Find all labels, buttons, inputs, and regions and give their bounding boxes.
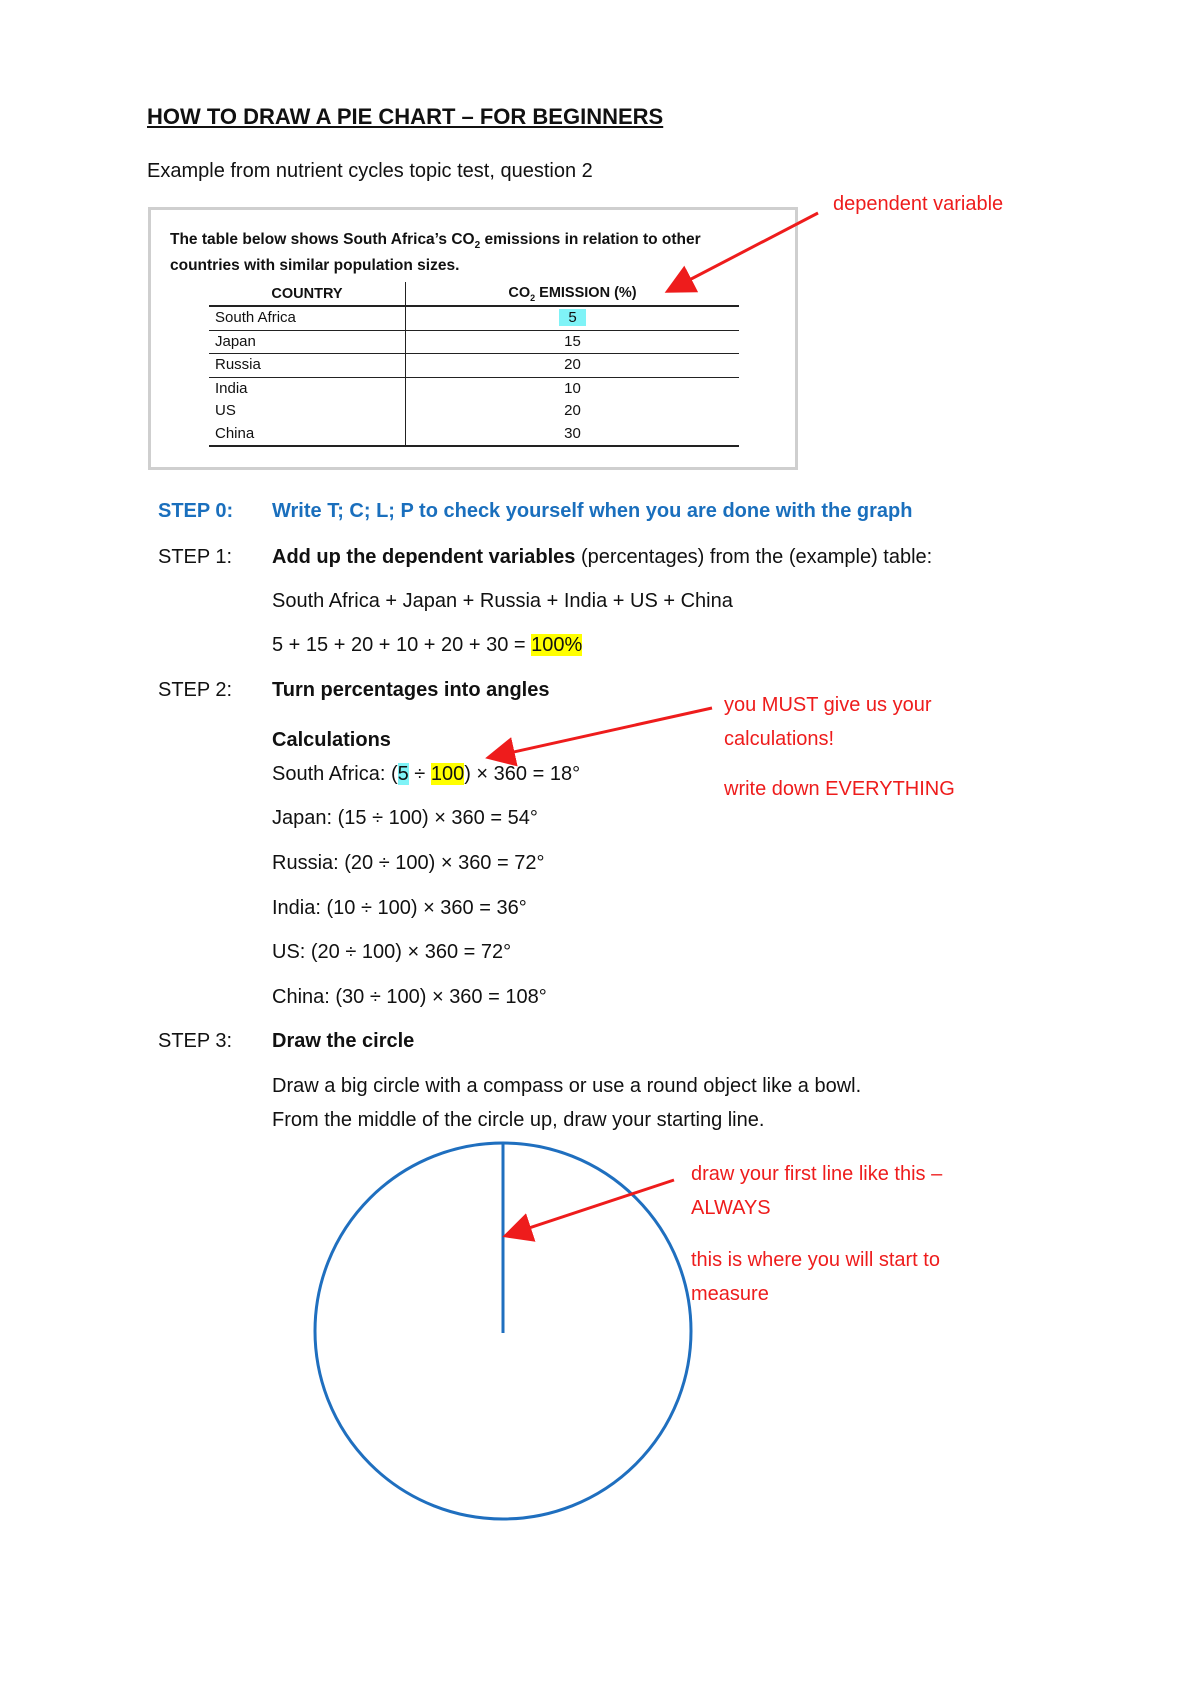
annotation-must-line2: calculations! [724, 728, 835, 750]
step3-line2: From the middle of the circle up, draw your starting line. [272, 1109, 765, 1131]
caption-text-cont: emissions in relation to other [480, 231, 701, 248]
cell-country: China [209, 423, 406, 447]
step1-bold: Add up the dependent variables [272, 546, 576, 568]
step1-total: 100% [531, 634, 583, 656]
annotation-write-everything: write down EVERYTHING [724, 778, 955, 800]
cell-value: 15 [406, 330, 740, 354]
header-emission: $CO_2$ EMISSION (%) [406, 282, 740, 306]
page-title: HOW TO DRAW A PIE CHART – FOR BEGINNERS [147, 104, 664, 129]
highlighted-value: 5 [559, 309, 585, 326]
step2-label: STEP 2: [158, 679, 233, 701]
step1-label: STEP 1: [158, 546, 233, 568]
arrow-calculations [491, 708, 712, 757]
cell-country: South Africa [209, 306, 406, 330]
annotation-first-line1: draw your first line like this – [691, 1163, 943, 1185]
cell-value: 20 [406, 354, 740, 378]
caption-subscript: 2 [474, 240, 481, 252]
caption-line2: countries with similar population sizes. [170, 257, 460, 275]
step0-label: STEP 0: [158, 500, 234, 522]
step0-text: Write T; C; L; P to check yourself when you are done with the graph [272, 500, 913, 522]
annotation-first-line2: ALWAYS [691, 1197, 771, 1219]
calc-russia: Russia: (20 ÷ 100) × 360 = 72° [272, 852, 545, 874]
cell-country: India [209, 377, 406, 400]
header-country: COUNTRY [209, 282, 406, 306]
cell-country: Russia [209, 354, 406, 378]
annotation-must-line1: you MUST give us your [724, 694, 932, 716]
annotation-start-line2: measure [691, 1283, 769, 1305]
calc-us: US: (20 ÷ 100) × 360 = 72° [272, 941, 512, 963]
arrow-first-line [508, 1180, 674, 1235]
calculations-heading: Calculations [272, 729, 391, 751]
annotation-start-line1: this is where you will start to [691, 1249, 940, 1271]
page-subtitle: Example from nutrient cycles topic test, question 2 [147, 160, 593, 182]
cell-country: Japan [209, 330, 406, 354]
arrow-dependent-variable [670, 213, 818, 290]
annotation-dependent-variable: dependent variable [833, 193, 1004, 215]
caption-text: The table below shows South Africa’s CO [170, 231, 475, 248]
calc-sa-highlight-den: 100 [430, 763, 465, 785]
cell-country: US [209, 400, 406, 423]
calc-japan: Japan: (15 ÷ 100) × 360 = 54° [272, 807, 538, 829]
step3-label: STEP 3: [158, 1030, 233, 1052]
step2-text: Turn percentages into angles [272, 679, 550, 701]
cell-value: 10 [564, 379, 581, 397]
step3-text: Draw the circle [272, 1030, 415, 1052]
calc-sa-highlight-num: 5 [397, 763, 409, 785]
cell-value: 20 [564, 402, 581, 420]
calc-india: India: (10 ÷ 100) × 360 = 36° [272, 897, 527, 919]
cell-value: 30 [406, 423, 740, 447]
step1-rest: (percentages) from the (example) table: [575, 546, 933, 568]
calc-china: China: (30 ÷ 100) × 360 = 108° [272, 986, 547, 1008]
step1-sum-expression: 5 + 15 + 20 + 10 + 20 + 30 = [272, 634, 532, 656]
step1-sum-names: South Africa + Japan + Russia + India + US + China [272, 590, 733, 612]
step3-line1: Draw a big circle with a compass or use a round object like a bowl. [272, 1075, 862, 1097]
calc-south-africa: South Africa: (5 ÷ 100) × 360 = 18° [272, 763, 581, 785]
